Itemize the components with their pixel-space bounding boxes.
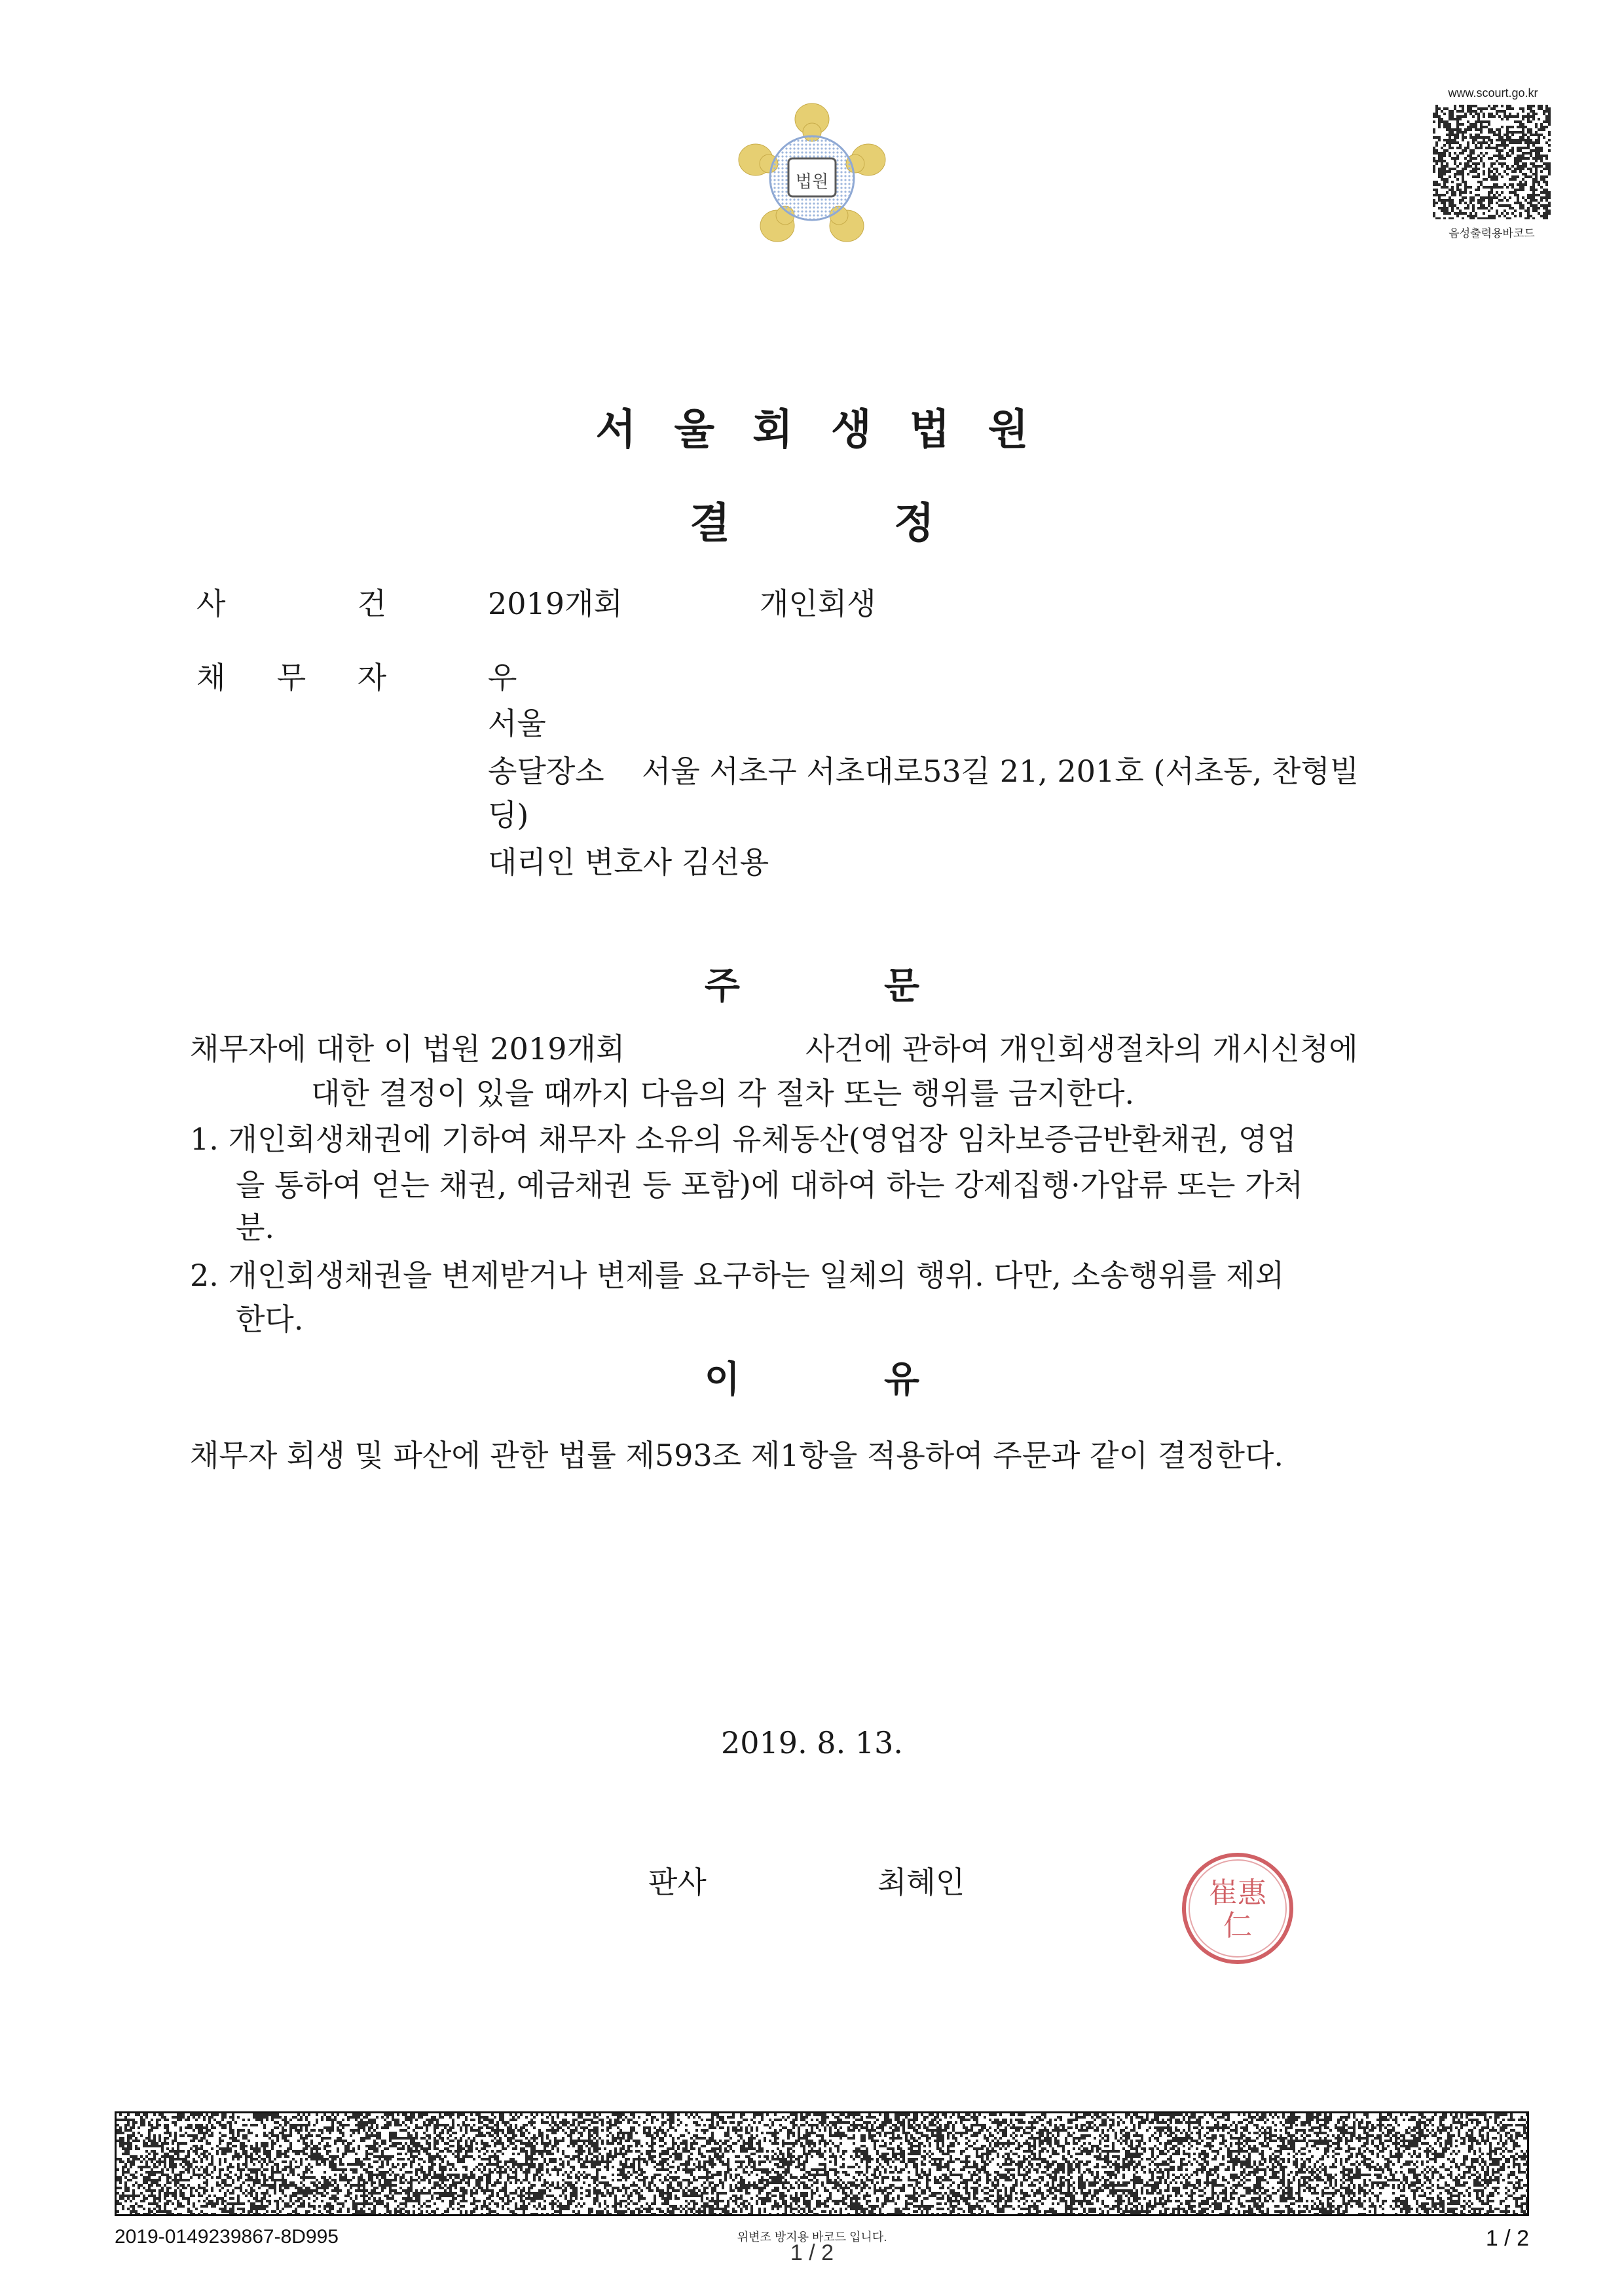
- debtor-name: 우: [488, 660, 517, 695]
- judge-title: 판사: [648, 1865, 707, 1900]
- order-intro-line2: 대한 결정이 있을 때까지 다음의 각 절차 또는 행위를 금지한다.: [311, 1076, 1135, 1111]
- doc-title: 결정: [690, 500, 1098, 548]
- order-item-1-end: 분.: [236, 1210, 275, 1245]
- reason-heading: 이유: [704, 1358, 1064, 1401]
- decision-date: 2019. 8. 13.: [721, 1725, 903, 1760]
- center-page-number: 1 / 2: [790, 2240, 834, 2265]
- barcode-caption: 음성출력용바코드: [1449, 227, 1535, 240]
- barcode-note: 위변조 방지용 바코드 입니다.: [737, 2231, 887, 2244]
- judge-seal: [1172, 1843, 1303, 1974]
- barcode-url: www.scourt.go.kr: [1448, 86, 1538, 100]
- order-item-2-end: 한다.: [236, 1302, 304, 1337]
- emblem-text: 법원: [795, 172, 829, 192]
- case-label: [196, 584, 386, 623]
- court-emblem: [733, 98, 891, 255]
- delivery-place-label: 송달장소: [488, 754, 604, 789]
- case-label-char: 건: [357, 586, 386, 621]
- delivery-place-address: 서울 서초구 서초대로53길 21, 201호 (서초동, 찬형빌: [642, 754, 1359, 789]
- debtor-agent: 대리인 변호사 김선용: [488, 845, 769, 880]
- debtor-label-char: 무: [276, 660, 306, 695]
- order-item-1-cont: 을 통하여 얻는 채권, 예금채권 등 포함)에 대하여 하는 강제집행·가압류 또는 가처: [236, 1167, 1303, 1203]
- order-heading: 주문: [704, 965, 1064, 1008]
- court-name: 서울회생법원: [595, 406, 1067, 454]
- order-intro: 채무자에 대한 이 법원 2019개회: [190, 1031, 625, 1066]
- page-number: 1 / 2: [1485, 2226, 1529, 2251]
- voice-barcode: [1433, 105, 1551, 219]
- debtor-label: [196, 658, 386, 697]
- debtor-label-char: 자: [357, 660, 386, 695]
- delivery-place-address-cont: 딩): [488, 797, 529, 833]
- reason-text: 채무자 회생 및 파산에 관한 법률 제593조 제1항을 적용하여 주문과 같이 결정한다.: [190, 1438, 1284, 1473]
- case-label-char: 사: [196, 586, 226, 621]
- order-intro-cont: 사건에 관하여 개인회생절차의 개시신청에: [805, 1031, 1358, 1066]
- document-number: 2019-0149239867-8D995: [115, 2226, 339, 2248]
- case-type: 개인회생: [760, 586, 876, 621]
- order-item-1: 1. 개인회생채권에 기하여 채무자 소유의 유체동산(영업장 임차보증금반환채권, 영업: [190, 1121, 1297, 1157]
- order-item-2: 2. 개인회생채권을 변제받거나 변제를 요구하는 일체의 행위. 다만, 소송행위를 제외: [190, 1258, 1285, 1293]
- case-number: 2019개회: [488, 586, 623, 621]
- judge-name: 최혜인: [877, 1865, 965, 1900]
- anti-forgery-barcode: [115, 2111, 1529, 2216]
- debtor-label-char: 채: [196, 660, 226, 695]
- court-emblem-icon: [733, 98, 891, 255]
- debtor-address: 서울: [488, 706, 546, 741]
- seal-text: 崔惠仁: [1209, 1876, 1266, 1942]
